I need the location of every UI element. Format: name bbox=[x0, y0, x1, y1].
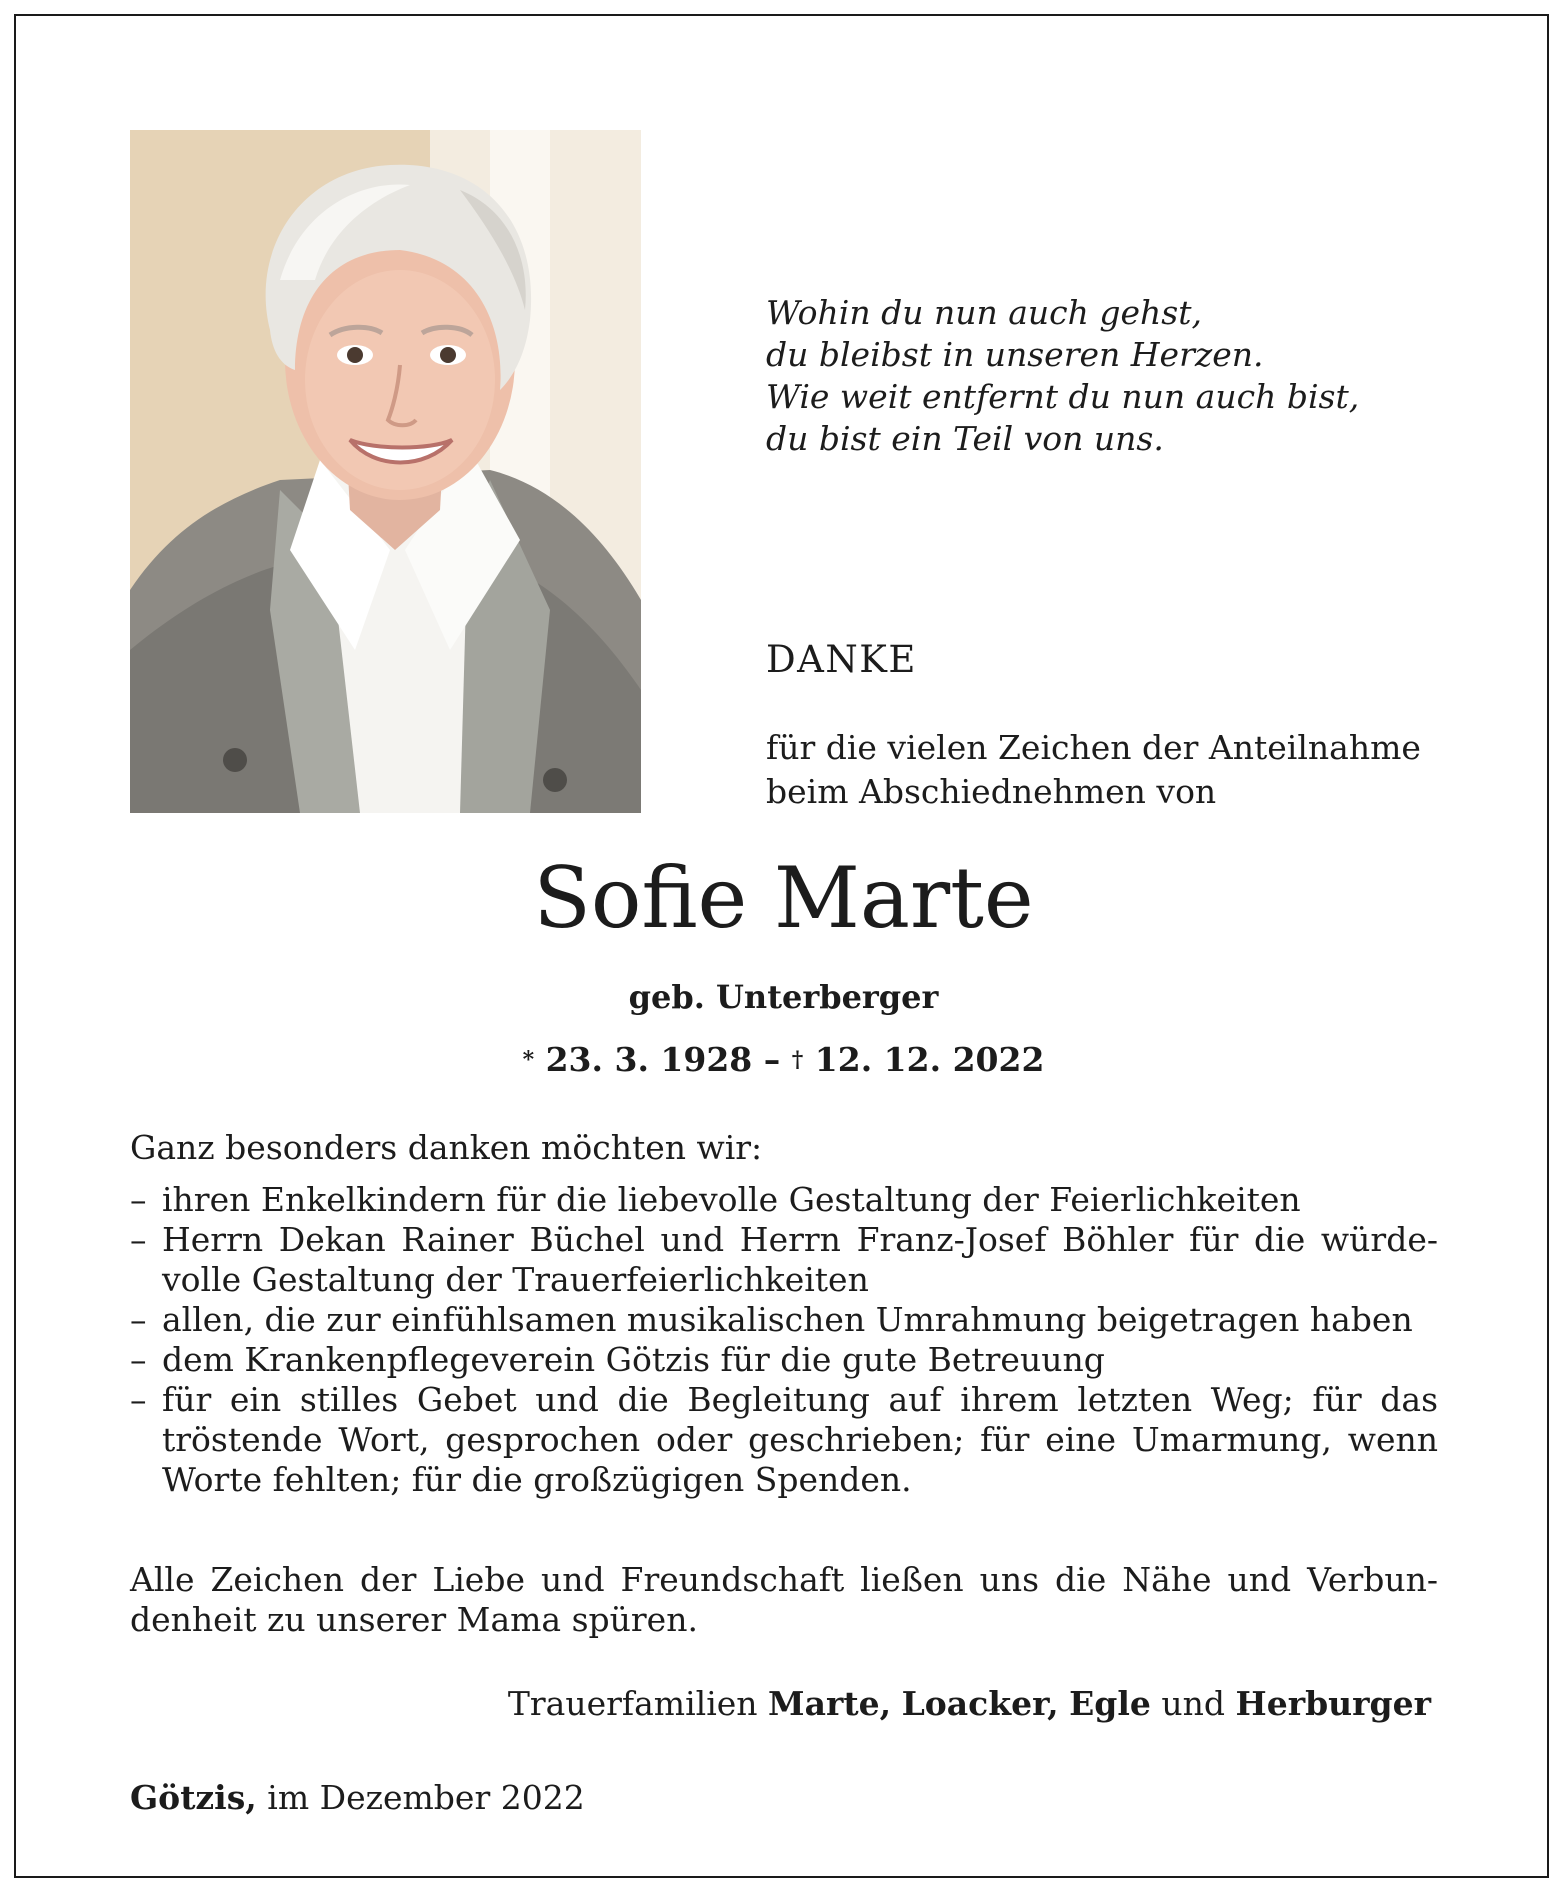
families-signature bbox=[508, 1684, 1431, 1723]
life-dates bbox=[0, 1040, 1567, 1079]
list-item-text: Herrn Dekan Rainer Büchel und Herrn Franz-Josef Böhler für die würde-volle Gestaltung der Trauerfeierlichkeiten bbox=[162, 1220, 1438, 1299]
place-date bbox=[130, 1778, 585, 1817]
list-dash: – bbox=[130, 1300, 147, 1339]
deceased-name: Sofie Marte bbox=[533, 849, 1034, 947]
portrait-photo bbox=[130, 130, 641, 813]
poem-line: du bleibst in unseren Herzen. bbox=[766, 335, 1264, 374]
list-item-text: allen, die zur einfühlsamen musikalischen Umrahmung beigetragen haben bbox=[162, 1300, 1413, 1339]
family-name: Egle bbox=[1069, 1684, 1151, 1723]
thanks-text bbox=[766, 726, 1421, 814]
death-symbol: † bbox=[791, 1047, 804, 1073]
thanks-line-2: beim Abschiednehmen von bbox=[766, 772, 1217, 811]
family-name: Loacker, bbox=[901, 1684, 1059, 1723]
families-conjunction: und bbox=[1161, 1684, 1226, 1723]
place-month: im Dezember 2022 bbox=[267, 1778, 585, 1817]
list-dash: – bbox=[130, 1180, 147, 1219]
birth-name: geb. Unterberger bbox=[628, 978, 939, 1016]
poem bbox=[766, 292, 1359, 460]
list-dash: – bbox=[130, 1220, 147, 1259]
family-name: Herburger bbox=[1235, 1684, 1431, 1723]
thanks-line-1: für die vielen Zeichen der Anteilnahme bbox=[766, 728, 1421, 767]
list-dash: – bbox=[130, 1380, 147, 1419]
list-item bbox=[130, 1380, 1438, 1500]
thanks-list bbox=[130, 1180, 1438, 1500]
poem-line: du bist ein Teil von uns. bbox=[766, 419, 1164, 458]
list-item bbox=[130, 1300, 1438, 1340]
list-item-text: dem Krankenpflegeverein Götzis für die gute Betreuung bbox=[162, 1340, 1105, 1379]
list-item bbox=[130, 1220, 1438, 1300]
list-item-text: ihren Enkelkindern für die liebevolle Gestaltung der Feierlichkeiten bbox=[162, 1180, 1301, 1219]
poem-line: Wie weit entfernt du nun auch bist, bbox=[766, 377, 1360, 416]
list-item bbox=[130, 1340, 1438, 1380]
birth-symbol: * bbox=[522, 1047, 535, 1073]
families-prefix: Trauerfamilien bbox=[507, 1684, 758, 1723]
closing-paragraph: Alle Zeichen der Liebe und Freundschaft ließen uns die Nähe und Verbun-denheit zu unserer Mama spüren. bbox=[130, 1560, 1438, 1639]
list-item-text: für ein stilles Gebet und die Begleitung auf ihrem letzten Weg; für das tröstende Wort, gesprochen oder geschrieben; für eine Umarmung, wenn Worte fehlten; für die großzügigen Spenden. bbox=[162, 1380, 1438, 1499]
date-separator: – bbox=[763, 1040, 781, 1079]
birth-date: 23. 3. 1928 bbox=[545, 1040, 753, 1079]
poem-line: Wohin du nun auch gehst, bbox=[766, 293, 1202, 332]
list-item bbox=[130, 1180, 1438, 1220]
death-date: 12. 12. 2022 bbox=[814, 1040, 1045, 1079]
thanks-intro: Ganz besonders danken möchten wir: bbox=[130, 1128, 763, 1167]
list-dash: – bbox=[130, 1340, 147, 1379]
danke-heading: DANKE bbox=[766, 638, 917, 681]
family-name: Marte, bbox=[768, 1684, 892, 1723]
place-town: Götzis, bbox=[130, 1778, 257, 1817]
